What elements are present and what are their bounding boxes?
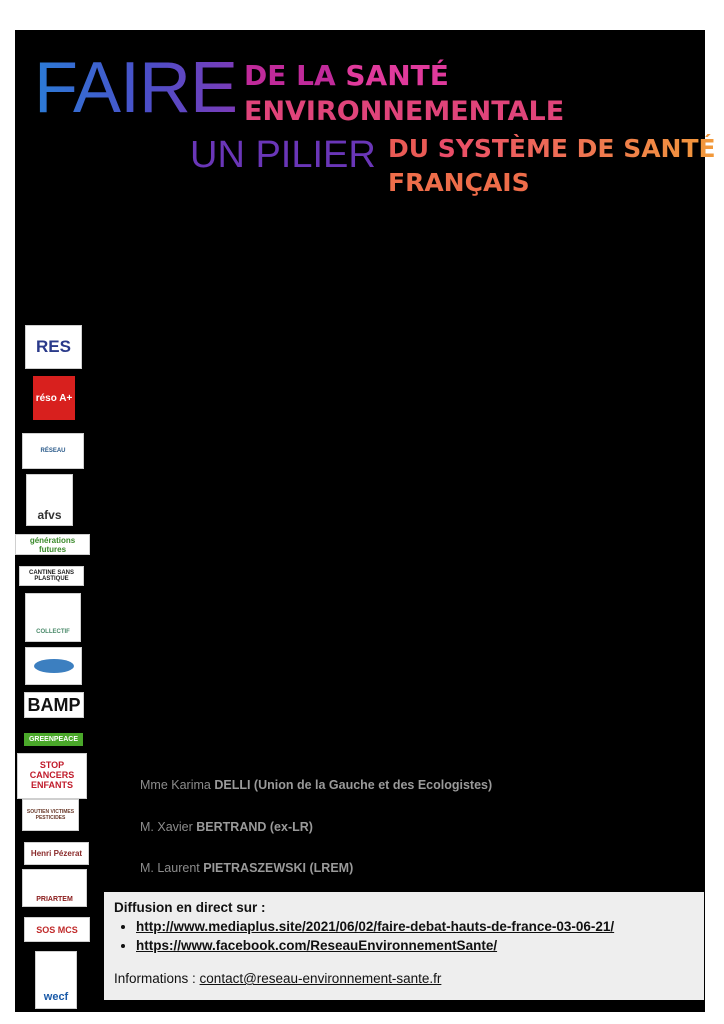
wecf-france-logo: wecf [35,951,77,1009]
water-wave-icon [34,659,74,673]
contact-info [114,971,694,986]
title-line3-prefix: DU [388,134,438,163]
list-item [136,938,694,953]
soutien-victimes-pesticides-logo: SOUTIEN VICTIMES PESTICIDES [22,799,79,831]
speaker-title: M. Laurent [140,861,204,875]
collectif-logo: COLLECTIF [25,593,81,642]
diffusion-links [114,919,694,953]
speaker-party: (Union de la Gauche et des Ecologistes) [250,778,493,792]
info-label: Informations : [114,971,200,986]
speaker-party: (ex-LR) [266,820,313,834]
generations-futures-logo: générations futures [15,534,90,555]
diffusion-heading: Diffusion en direct sur : [114,900,266,915]
henri-pezerat-logo: Henri Pézerat [24,842,89,865]
contact-email-link[interactable]: contact@reseau-environnement-sante.fr [199,971,442,986]
diffusion-box [104,892,704,1000]
title-faire: FAIRE [34,48,238,128]
title-line1-prefix: DE LA [244,59,346,92]
title-un-pilier: UN PILIER [190,134,376,176]
reso-aplus-logo: réso A+ [33,376,75,420]
speaker-line [140,861,353,875]
cantine-sans-plastique-logo: CANTINE SANS PLASTIQUE [19,566,84,586]
poster-panel [15,30,705,1012]
mediaplus-link[interactable]: http://www.mediaplus.site/2021/06/02/faire-debat-hauts-de-france-03-06-21/ [136,919,615,934]
bamp-logo: BAMP [24,692,84,718]
afvs-logo: afvs [26,474,73,526]
title-line-environnementale: ENVIRONNEMENTALE [244,96,565,127]
stop-cancers-enfants-logo: STOP CANCERS ENFANTS [17,753,87,799]
title-line1-accent: SANTÉ [345,59,449,92]
speaker-title: M. Xavier [140,820,197,834]
speaker-name: BERTRAND [196,820,267,834]
speaker-name: PIETRASZEWSKI [203,861,307,875]
title-line-francais: FRANÇAIS [388,168,530,197]
list-item [136,919,694,934]
speaker-line [140,778,492,792]
priartem-logo: PRIARTEM [22,869,87,907]
title-line3-accent: SYSTÈME DE SANTÉ [437,134,716,163]
speaker-party: (LREM) [306,861,354,875]
title-line-de-la-sante [244,59,449,92]
speaker-line [140,820,313,834]
wecf-network-logo: RÉSEAU [22,433,84,469]
res-logo: RES [25,325,82,369]
sos-mcs-logo: SOS MCS [24,917,90,942]
speaker-name: DELLI [214,778,251,792]
water-logo [25,647,82,685]
speaker-title: Mme Karima [140,778,215,792]
title-line-systeme [388,136,716,161]
facebook-link[interactable]: https://www.facebook.com/ReseauEnvironnementSante/ [136,938,498,953]
greenpeace-logo: GREENPEACE [24,733,83,746]
